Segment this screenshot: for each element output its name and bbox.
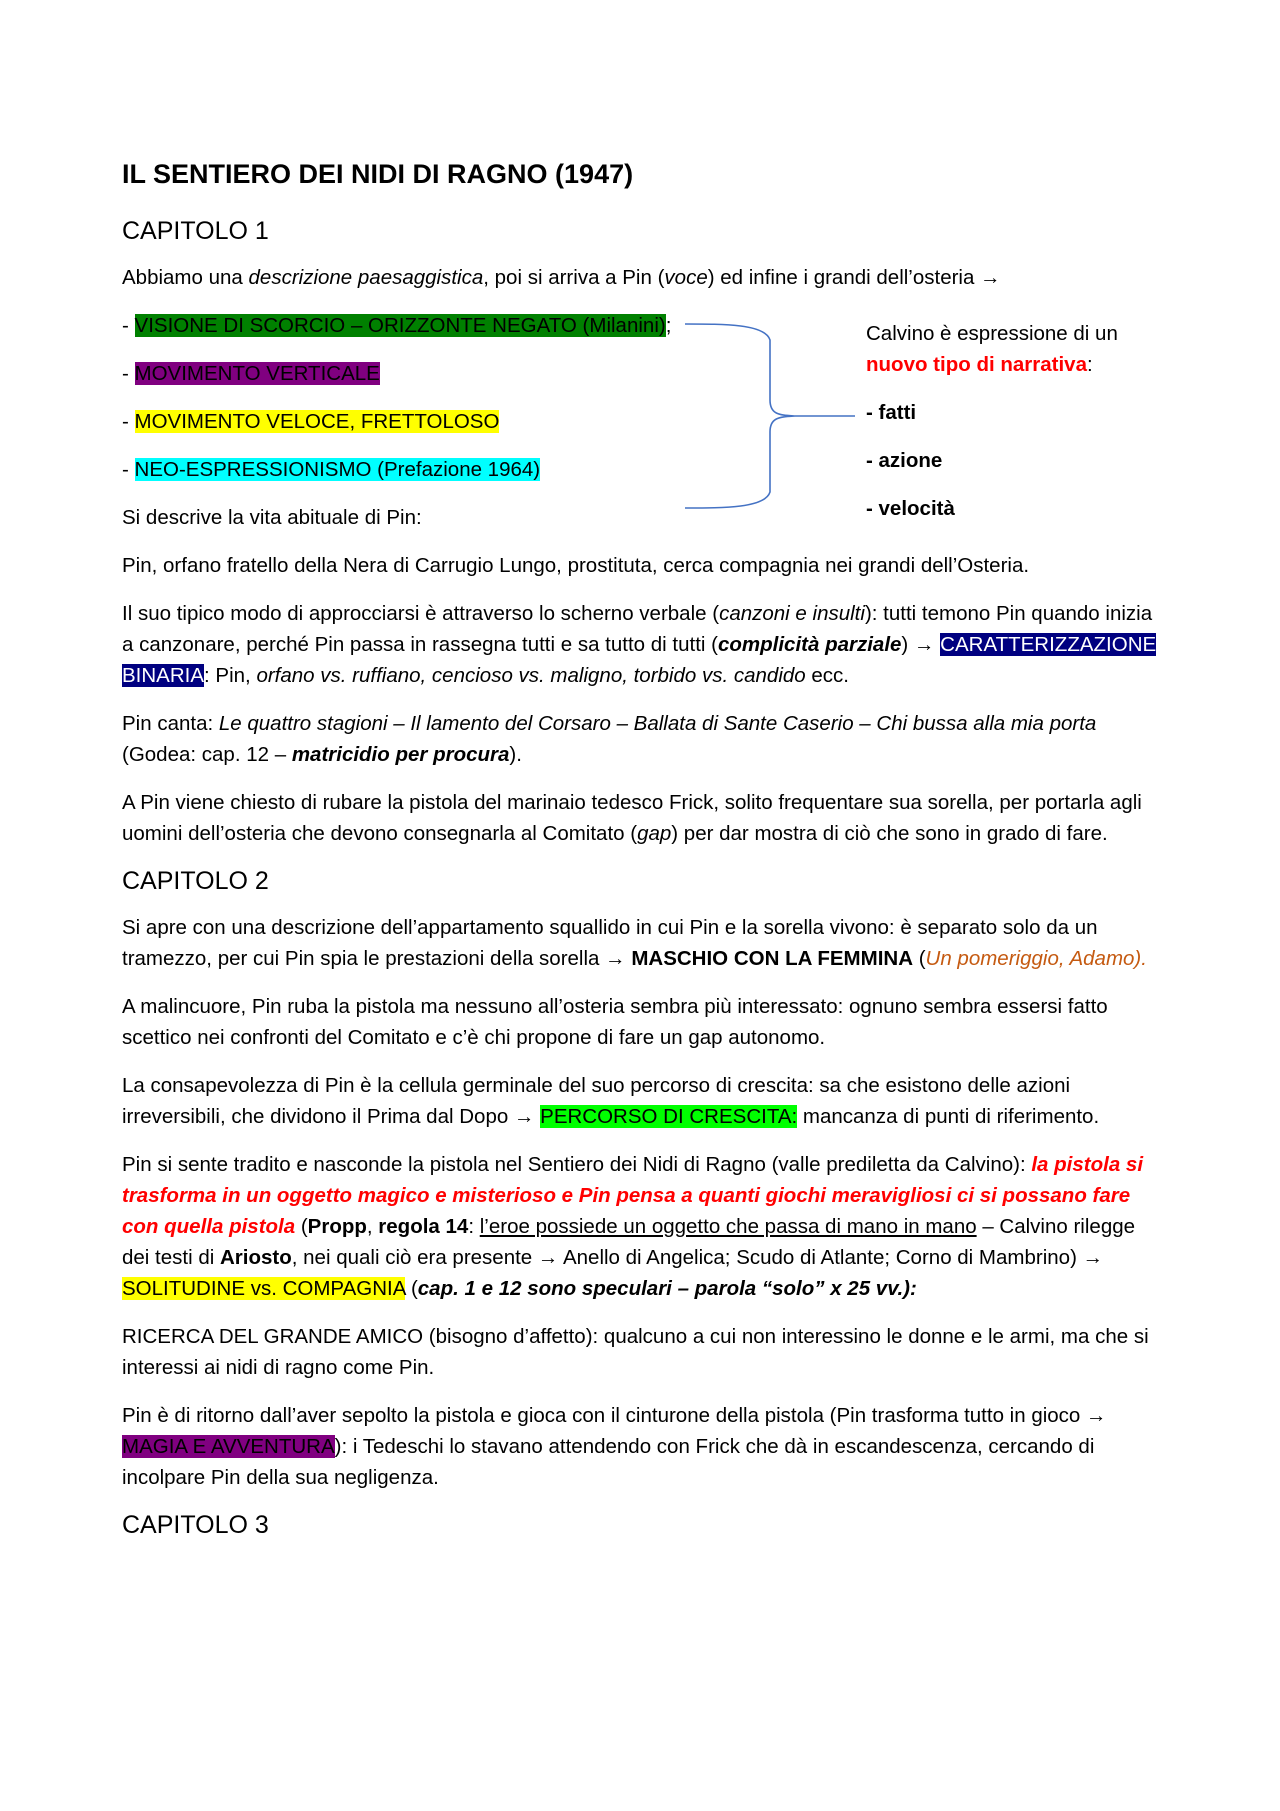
side-note-highlight: nuovo tipo di narrativa [866,353,1087,376]
list-item: - MOVIMENTO VERTICALE [122,362,380,385]
arrow-icon: → [980,266,1001,289]
side-note-item: - velocità [866,497,955,520]
list-item: - VISIONE DI SCORCIO – ORIZZONTE NEGATO (Milanini); [122,314,672,337]
arrow-icon: → [1082,1246,1104,1269]
paragraph: RICERCA DEL GRANDE AMICO (bisogno d’affetto): qualcuno a cui non interessino le donne e le armi, ma che si interessi ai nidi di ragno come Pin. [122,1325,1149,1379]
paragraph: A Pin viene chiesto di rubare la pistola del marinaio tedesco Frick, solito frequentare sua sorella, per portarla agli uomini dell’osteria che devono consegnarla al Comitato (gap) per dar mostra di ciò che sono in grado di fare. [122,791,1142,845]
document-body [122,158,1162,1556]
paragraph: Si descrive la vita abituale di Pin: [122,506,422,529]
side-note-line1: Calvino è espressione di un [866,322,1118,345]
list-item: - NEO-ESPRESSIONISMO (Prefazione 1964) [122,458,541,481]
paragraph: Il suo tipico modo di approcciarsi è attraverso lo scherno verbale (canzoni e insulti): tutti temono Pin quando inizia a canzonare, perché Pin passa in rassegna tutti e sa tutto di tutti (complicità parziale) → CARATTERIZZAZIONE BINARIA: Pin, orfano vs. ruffiano, cencioso vs. maligno, torbido vs. candido ecc. [122,602,1157,687]
chapter-heading: CAPITOLO 2 [122,867,269,895]
paragraph: Pin canta: Le quattro stagioni – Il lamento del Corsaro – Ballata di Sante Caserio – Chi bussa alla mia porta (Godea: cap. 12 – matricidio per procura). [122,712,1097,766]
arrow-icon: → [537,1246,559,1269]
paragraph: Pin è di ritorno dall’aver sepolto la pistola e gioca con il cinturone della pistola (Pin trasforma tutto in gioco → MAGIA E AVVENTURA): i Tedeschi lo stavano attendendo con Frick che dà in escandescenza, cercando di incolpare Pin della sua negligenza. [122,1404,1107,1489]
arrow-icon: → [605,947,626,970]
paragraph: Pin si sente tradito e nasconde la pistola nel Sentiero dei Nidi di Ragno (valle prediletta da Calvino): la pistola si trasforma in un oggetto magico e misterioso e Pin pensa a quanti giochi meravigliosi ci si possano fare con quella pistola (Propp, regola 14: l’eroe possiede un oggetto che passa di mano in mano – Calvino rilegge dei testi di Ariosto, nei quali ciò era presente → Anello di Angelica; Scudo di Atlante; Corno di Mambrino) → SOLITUDINE vs. COMPAGNIA (cap. 1 e 12 sono speculari – parola “solo” x 25 vv.): [122,1153,1144,1300]
paragraph: Si apre con una descrizione dell’appartamento squallido in cui Pin e la sorella vivono: è separato solo da un tramezzo, per cui Pin spia le prestazioni della sorella → MASCHIO CON LA FEMMINA (Un pomeriggio, Adamo). [122,916,1147,970]
side-note-item: - fatti [866,401,917,424]
arrow-icon: → [513,1105,535,1128]
arrow-icon: → [913,633,935,656]
paragraph-intro: Abbiamo una descrizione paesaggistica, poi si arriva a Pin (voce) ed infine i grandi dell’osteria → [122,266,1001,289]
side-note: Calvino è espressione di un nuovo tipo di narrativa: - fatti - azione - velocità [866,318,1166,541]
feature-list [122,310,1162,485]
side-note-item: - azione [866,449,943,472]
list-item: - MOVIMENTO VELOCE, FRETTOLOSO [122,410,500,433]
paragraph: A malincuore, Pin ruba la pistola ma nessuno all’osteria sembra più interessato: ognuno sembra essersi fatto scettico nei confronti del Comitato e c’è chi propone di fare un gap autonomo. [122,995,1108,1049]
paragraph: La consapevolezza di Pin è la cellula germinale del suo percorso di crescita: sa che esistono delle azioni irreversibili, che dividono il Prima dal Dopo → PERCORSO DI CRESCITA: mancanza di punti di riferimento. [122,1074,1100,1128]
chapter-heading: CAPITOLO 1 [122,217,269,245]
arrow-icon: → [1086,1404,1107,1427]
paragraph: Pin, orfano fratello della Nera di Carrugio Lungo, prostituta, cerca compagnia nei grandi dell’Osteria. [122,554,1030,577]
chapter-heading: CAPITOLO 3 [122,1511,269,1539]
document-title: IL SENTIERO DEI NIDI DI RAGNO (1947) [122,159,634,189]
